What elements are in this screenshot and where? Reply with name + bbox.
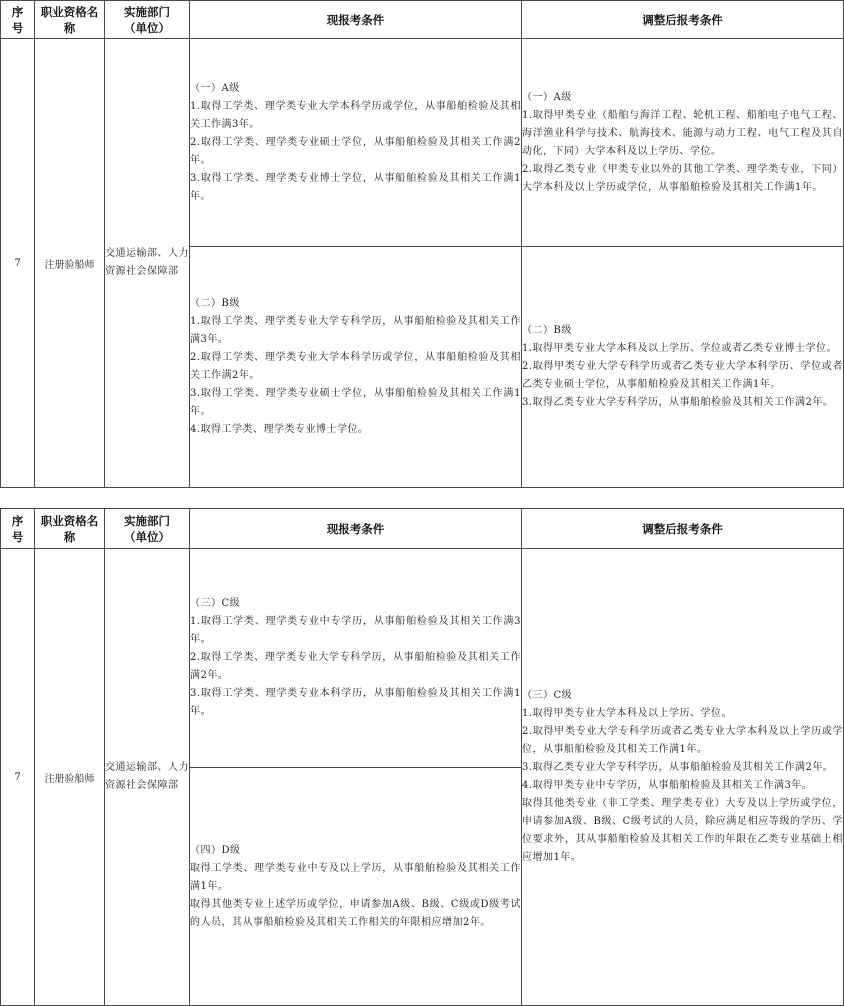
row-qualification-name: 注册验船师 [35,39,105,488]
row-qualification-name: 注册验船师 [35,549,105,1006]
table-header-row [1,1,844,39]
header-department [105,509,190,549]
condition-line: 1.取得甲类专业大学本科及以上学历、学位。 [522,708,733,719]
condition-line: （一）A级 [522,91,572,103]
conditions-table-a-b [0,0,844,488]
adjusted-conditions-level-a [522,39,844,247]
condition-line: （四）D级 [190,844,241,856]
header-adjusted-conditions: 调整后报考条件 [522,1,844,39]
condition-line: 1.取得甲类专业大学本科及以上学历、学位或者乙类专业博士学位。 [522,343,838,354]
condition-line: 取得其他类专业（非工学类、理学类专业）大专及以上学历或学位，申请参加A级、B级、C级考试的人员，除应满足相应等级的学历、学位要求外，其从事船舶检验及其相关工作的年限在乙类专业基础上相应增加1年。 [522,798,843,863]
condition-line: 2.取得工学类、理学类专业大学本科学历或学位，从事船舶检验及其相关工作满2年。 [190,352,521,381]
condition-line: （二）B级 [522,325,572,336]
adjusted-conditions-level-b [522,247,844,488]
condition-line: 1.取得甲类专业（船舶与海洋工程、轮机工程、船舶电子电气工程、海洋渔业科学与技术、航海技术、能源与动力工程、电气工程及其自动化，下同）大学本科及以上学历、学位。 [522,109,843,157]
condition-line: 4.取得甲类专业中专学历，从事船舶检验及其相关工作满3年。 [522,780,813,791]
row-serial-number: 7 [1,39,35,488]
header-department-line2: （单位） [124,529,170,544]
current-conditions-level-a [190,39,522,247]
condition-line: 2.取得工学类、理学类专业大学专科学历，从事船舶检验及其相关工作满2年。 [190,652,521,681]
row-department: 交通运输部、人力资源社会保障部 [105,549,190,1006]
header-department-line1: 实施部门 [124,513,170,528]
header-current-conditions: 现报考条件 [190,1,522,39]
condition-line: （三）C级 [190,598,241,609]
condition-line: 1.取得工学类、理学类专业中专学历，从事船舶检验及其相关工作满3年。 [190,616,521,645]
header-department-line1: 实施部门 [124,4,170,19]
condition-line: 1.取得工学类、理学类专业大学专科学历，从事船舶检验及其相关工作满3年。 [190,316,521,345]
condition-line: （一）A级 [190,82,240,94]
header-qualification-name: 职业资格名称 [35,509,105,549]
condition-line: 2.取得乙类专业（甲类专业以外的其他工学类、理学类专业，下同）大学本科及以上学历或学位，从事船舶检验及其相关工作满1年。 [522,163,843,193]
adjusted-conditions-level-c [522,549,844,1006]
condition-line: 3.取得工学类、理学类专业硕士学位，从事船舶检验及其相关工作满1年。 [190,388,521,417]
current-conditions-level-c [190,549,522,768]
condition-line: 取得其他类专业上述学历或学位，申请参加A级、B级、C级或D级考试的人员，其从事船舶检验及其相关工作相关的年限相应增加2年。 [190,898,521,928]
header-serial-number: 序号 [1,509,35,549]
row-serial-number: 7 [1,549,35,1006]
condition-line: 2.取得工学类、理学类专业硕士学位，从事船舶检验及其相关工作满2年。 [190,136,521,166]
condition-line: 3.取得工学类、理学类专业本科学历，从事船舶检验及其相关工作满1年。 [190,688,521,717]
row-department: 交通运输部、人力资源社会保障部 [105,39,190,488]
condition-line: 1.取得工学类、理学类专业大学本科学历或学位，从事船舶检验及其相关工作满3年。 [190,100,521,130]
current-conditions-level-b [190,247,522,488]
condition-line: 3.取得乙类专业大学专科学历，从事船舶检验及其相关工作满2年。 [522,397,834,408]
header-adjusted-conditions: 调整后报考条件 [522,509,844,549]
table-row [1,549,844,768]
table-header-row [1,509,844,549]
header-department-line2: （单位） [124,20,170,35]
condition-line: 2.取得甲类专业大学专科学历或者乙类专业大学本科及以上学历或学位，从事船舶检验及其相关工作满1年。 [522,726,843,755]
condition-line: （三）C级 [522,690,573,701]
conditions-table-c-d [0,508,844,1006]
header-serial-number: 序号 [1,1,35,39]
header-current-conditions: 现报考条件 [190,509,522,549]
condition-line: 3.取得工学类、理学类专业博士学位，从事船舶检验及其相关工作满1年。 [190,172,521,202]
condition-line: 4.取得工学类、理学类专业博士学位。 [190,424,369,435]
condition-line: 3.取得乙类专业大学专科学历，从事船舶检验及其相关工作满2年。 [522,762,834,773]
table-row [1,39,844,247]
condition-line: 2.取得甲类专业大学专科学历或者乙类专业大学本科学历、学位或者乙类专业硕士学位，从事船舶检验及其相关工作满1年。 [522,361,843,390]
header-department [105,1,190,39]
header-qualification-name: 职业资格名称 [35,1,105,39]
condition-line: 取得工学类、理学类专业中专及以上学历，从事船舶检验及其相关工作满1年。 [190,862,521,892]
current-conditions-level-d [190,768,522,1006]
condition-line: （二）B级 [190,298,240,309]
